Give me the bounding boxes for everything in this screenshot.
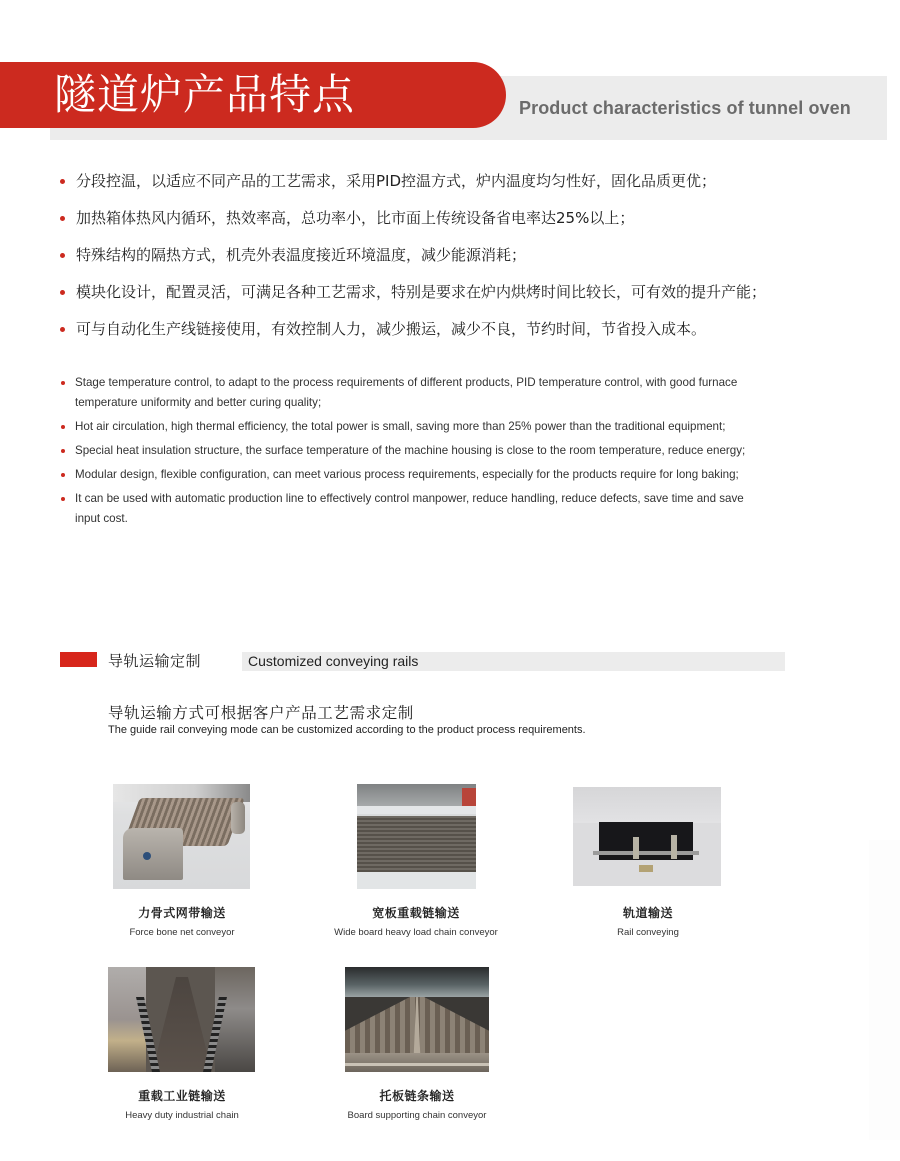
section-title-cn: 导轨运输定制: [108, 652, 202, 670]
conveyor-card: [330, 967, 504, 1127]
feature-en-item: Stage temperature control, to adapt to the process requirements of different products, PID temperature control, with good furnace temperature uniformity and better curing quality;: [60, 373, 770, 413]
features-cn-list: [58, 170, 818, 355]
conveyor-name-cn: 力骨式网带输送: [138, 906, 226, 920]
page-edge-shadow: [869, 840, 900, 1140]
section-title-en: Customized conveying rails: [248, 653, 419, 669]
conveyor-name-en: Force bone net conveyor: [129, 927, 235, 938]
feature-cn-item: 可与自动化生产线链接使用，有效控制人力，减少搬运，减少不良，节约时间，节省投入成本。: [58, 318, 818, 355]
feature-cn-item: 特殊结构的隔热方式，机壳外表温度接近环境温度，减少能源消耗；: [58, 244, 818, 281]
feature-en-item: Modular design, flexible configuration, can meet various process requirements, especially for the products require for long baking;: [60, 465, 770, 485]
feature-en-item: Special heat insulation structure, the surface temperature of the machine housing is close to the room temperature, reduce energy;: [60, 441, 770, 461]
conveyor-name-cn: 轨道输送: [622, 906, 673, 920]
section-marker: [60, 652, 97, 667]
conveyor-card: [316, 784, 516, 944]
conveyor-name-en: Heavy duty industrial chain: [125, 1110, 239, 1121]
section-description-en: The guide rail conveying mode can be customized according to the product process requirements.: [108, 724, 586, 736]
conveyor-name-cn: 宽板重载链输送: [372, 906, 460, 920]
feature-cn-item: 模块化设计，配置灵活，可满足各种工艺需求，特别是要求在炉内烘烤时间比较长，可有效的提升产能；: [58, 281, 818, 318]
conveyor-card: [104, 967, 260, 1127]
section-description-cn: 导轨运输方式可根据客户产品工艺需求定制: [108, 704, 414, 722]
conveyor-name-cn: 重载工业链输送: [138, 1089, 226, 1103]
features-en-list: [60, 373, 770, 533]
conveyor-name-cn: 托板链条输送: [379, 1089, 455, 1103]
feature-en-item: It can be used with automatic production line to effectively control manpower, reduce handling, reduce defects, save time and save input cost.: [60, 489, 770, 529]
feature-cn-item: 分段控温，以适应不同产品的工艺需求，采用PID控温方式，炉内温度均匀性好，固化品质更优；: [58, 170, 818, 207]
feature-cn-item: 加热箱体热风内循环，热效率高，总功率小，比市面上传统设备省电率达25%以上；: [58, 207, 818, 244]
board-chain-photo: [345, 967, 489, 1072]
conveyor-name-en: Wide board heavy load chain conveyor: [334, 927, 498, 938]
wide-chain-photo: [357, 784, 476, 889]
page-title: 隧道炉产品特点: [54, 70, 356, 119]
feature-en-item: Hot air circulation, high thermal efficiency, the total power is small, saving more than 25% power than the traditional equipment;: [60, 417, 770, 437]
conveyor-card: [100, 784, 264, 944]
mesh-belt-photo: [113, 784, 250, 889]
conveyor-name-en: Rail conveying: [617, 927, 679, 938]
page-subtitle: Product characteristics of tunnel oven: [519, 98, 851, 118]
conveyor-name-en: Board supporting chain conveyor: [347, 1110, 487, 1121]
rail-photo: [573, 787, 721, 886]
conveyor-card: [570, 784, 726, 944]
industrial-chain-photo: [108, 967, 255, 1072]
